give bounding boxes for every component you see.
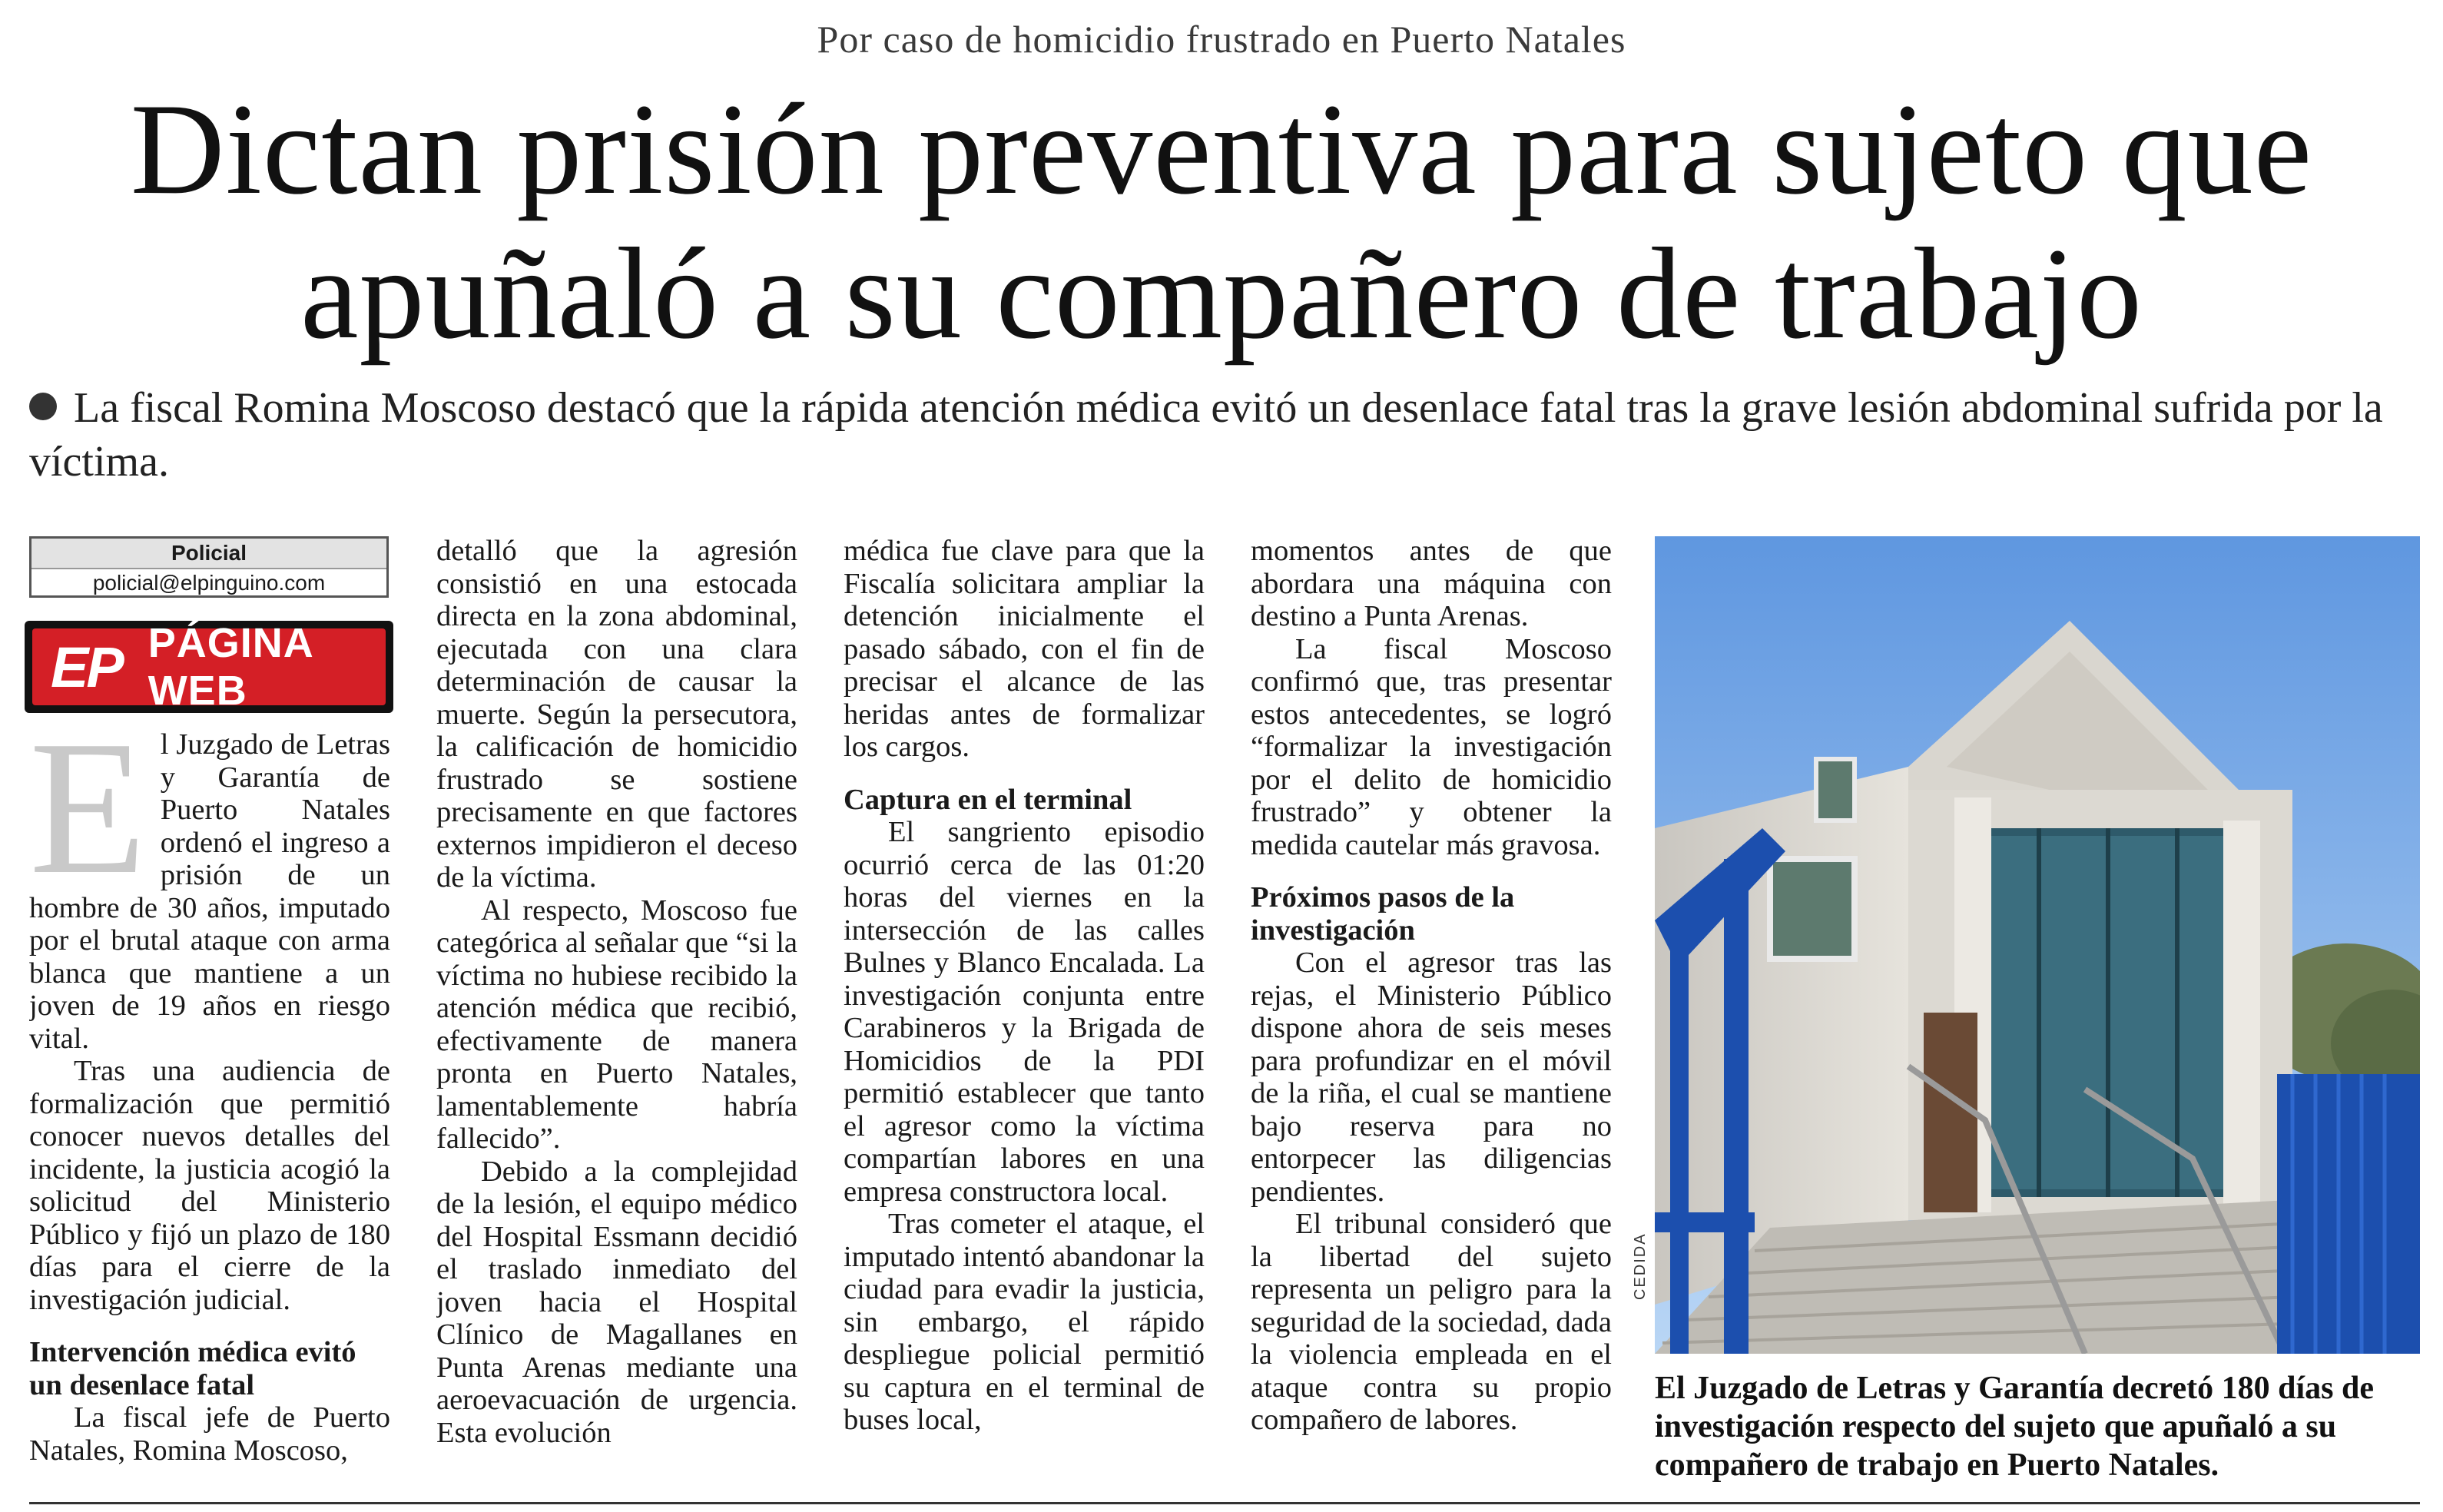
web-badge[interactable] xyxy=(25,621,393,713)
bullet-icon xyxy=(29,393,57,420)
paragraph: l Juzgado de Letras y Garantía de Puerto Natales ordenó el ingreso a prisión de un hombre de 30 años, imputado por el brutal ataque con arma blanca que mantiene a un joven de 19 años en riesgo vital. xyxy=(29,728,390,1055)
paragraph: Debido a la complejidad de la lesión, el equipo médico del Hospital Essmann decidió el traslado inmediato del joven hacia el Hospital Clínico de Magallanes en Punta Arenas mediante una aeroevacuación de urgencia. Esta evolución xyxy=(436,1155,797,1449)
section-box xyxy=(29,536,389,598)
subheading: Próximos pasos de la investigación xyxy=(1251,881,1515,947)
paragraph: El sangriento episodio ocurrió cerca de las 01:20 horas del viernes en la intersección de las calles Bulnes y Blanco Encalada. La investigación conjunta entre Carabineros y la Brigada de Homicidios de la PDI permitió establecer que tanto el agresor como la víctima compartían labores en una empresa constructora local. xyxy=(844,816,1205,1208)
paragraph: La fiscal jefe de Puerto Natales, Romina Moscoso, xyxy=(29,1401,390,1467)
web-badge-inner xyxy=(32,620,386,714)
column-2 xyxy=(436,535,797,1495)
deck xyxy=(29,381,2418,489)
paragraph: Con el agresor tras las rejas, el Ministerio Público dispone ahora de seis meses para profundizar en el móvil de la riña, el cual se mantiene bajo reserva para no entorpecer las diligencias pendientes. xyxy=(1251,947,1612,1208)
section-email[interactable]: policial@elpinguino.com xyxy=(92,571,326,595)
dropcap: E xyxy=(29,728,147,914)
section-name: Policial xyxy=(31,539,386,569)
photo-caption: El Juzgado de Letras y Garantía decretó 180 días de investigación respecto del sujeto que apuñaló a su compañero de trabajo en Puerto Natales. xyxy=(1655,1371,2375,1483)
headline-line-1: Dictan prisión preventiva para sujeto que xyxy=(130,77,2313,221)
paragraph: detalló que la agresión consistió en una estocada directa en la zona abdominal, ejecutada con una clara determinación de causar la muerte. Según la persecutora, la calificación de homicidio frustrado se sostiene precisamente en que factores externos impidieron el deceso de la víctima. xyxy=(436,535,797,894)
subheading: Captura en el terminal xyxy=(844,783,1132,816)
subheading: Intervención médica evitó un desenlace fatal xyxy=(29,1336,356,1401)
paragraph: El tribunal consideró que la libertad del sujeto representa un peligro para la seguridad de la sociedad, dada la violencia empleada en el ataque contra su propio compañero de labores. xyxy=(1251,1208,1612,1436)
paragraph: médica fue clave para que la Fiscalía solicitara ampliar la detención inicialmente el pasado sábado, con el fin de precisar el alcance de las heridas antes de formalizar los cargos. xyxy=(844,535,1205,763)
paragraph: La fiscal Moscoso confirmó que, tras presentar estos antecedentes, se logró “formalizar la investigación por el delito de homicidio frustrado” y obtener la medida cautelar más gravosa. xyxy=(1251,632,1612,861)
web-badge-label: PÁGINA WEB xyxy=(148,620,313,714)
ep-logo-icon: EP xyxy=(51,635,122,699)
column-3 xyxy=(844,535,1205,1495)
courthouse-photo xyxy=(1655,536,2420,1354)
photo-credit: CEDIDA xyxy=(1632,1232,1649,1300)
paragraph: Tras cometer el ataque, el imputado intentó abandonar la ciudad para evadir la justicia, sin embargo, el rápido despliegue policial permitió su captura en el terminal de buses local, xyxy=(844,1208,1205,1436)
courthouse-illustration xyxy=(1655,536,2420,1354)
deck-text: La fiscal Romina Moscoso destacó que la rápida atención médica evitó un desenlace fatal tras la grave lesión abdominal sufrida por la víctima. xyxy=(29,384,2383,486)
column-1 xyxy=(29,728,390,1497)
kicker: Por caso de homicidio frustrado en Puerto Natales xyxy=(817,18,1626,61)
headline-line-2: apuñaló a su compañero de trabajo xyxy=(300,221,2143,366)
paragraph: Al respecto, Moscoso fue categórica al señalar que “si la víctima no hubiese recibido la atención médica que recibió, efectivamente de manera pronta en Puerto Natales, lamentablemente habría fallecido”. xyxy=(436,894,797,1155)
bottom-rule xyxy=(29,1502,2420,1504)
paragraph: Tras una audiencia de formalización que permitió conocer nuevos detalles del incidente, la justicia acogió la solicitud del Ministerio Público y fijó un plazo de 180 días para el cierre de la investigación judicial. xyxy=(29,1055,390,1316)
headline xyxy=(0,77,2443,366)
paragraph: momentos antes de que abordara una máquina con destino a Punta Arenas. xyxy=(1251,535,1612,632)
column-4 xyxy=(1251,535,1612,1495)
